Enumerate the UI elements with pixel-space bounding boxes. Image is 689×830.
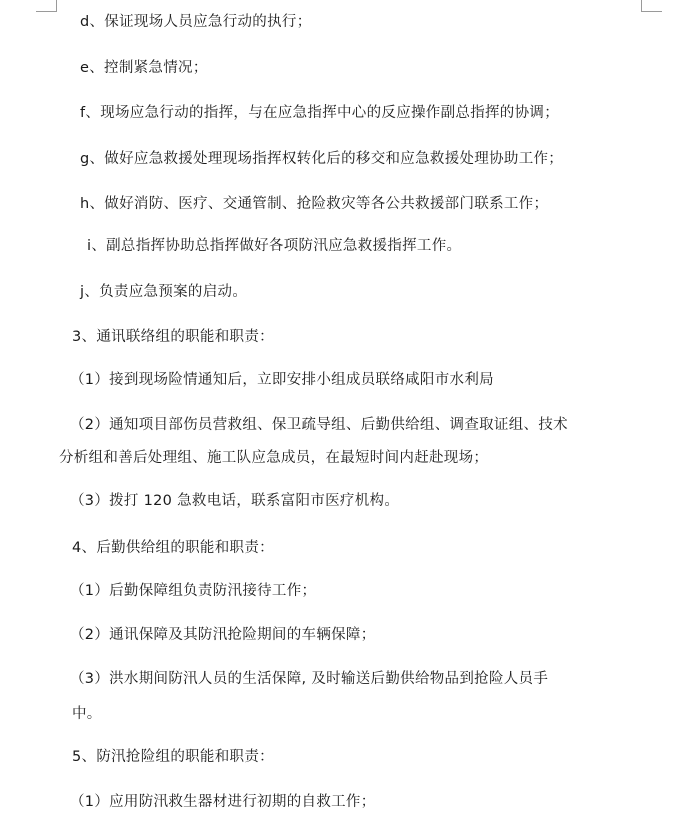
- paragraph-4-3-continued: 中。: [72, 706, 102, 722]
- paragraph-4-3: （3）洪水期间防汛人员的生活保障, 及时输送后勤供给物品到抢险人员手: [70, 671, 549, 687]
- paragraph-3-3: （3）拨打 120 急救电话，联系富阳市医疗机构。: [70, 493, 400, 509]
- paragraph-d: d、保证现场人员应急行动的执行；: [80, 14, 312, 30]
- paragraph-f: f、现场应急行动的指挥，与在应急指挥中心的反应操作副总指挥的协调；: [80, 105, 560, 121]
- paragraph-i: i、副总指挥协助总指挥做好各项防汛应急救援指挥工作。: [87, 238, 462, 254]
- paragraph-3-2-continued: 分析组和善后处理组、施工队应急成员，在最短时间内赶赴现场；: [59, 450, 489, 466]
- section-heading-3: 3、通讯联络组的职能和职责：: [72, 329, 274, 345]
- section-heading-5: 5、防汛抢险组的职能和职责：: [72, 749, 274, 765]
- paragraph-5-1: （1）应用防汛救生器材进行初期的自救工作；: [70, 794, 376, 810]
- paragraph-e: e、控制紧急情况；: [80, 60, 208, 76]
- paragraph-3-1: （1）接到现场险情通知后，立即安排小组成员联络咸阳市水利局: [70, 372, 494, 388]
- paragraph-4-2: （2）通讯保障及其防汛抢险期间的车辆保障；: [70, 627, 376, 643]
- paragraph-h: h、做好消防、医疗、交通管制、抢险救灾等各公共救援部门联系工作；: [80, 196, 549, 212]
- paragraph-j: j、负责应急预案的启动。: [80, 284, 248, 300]
- paragraph-4-1: （1）后勤保障组负责防汛接待工作；: [70, 583, 317, 599]
- section-heading-4: 4、后勤供给组的职能和职责：: [72, 540, 274, 556]
- paragraph-g: g、做好应急救援处理现场指挥权转化后的移交和应急救援处理协助工作；: [80, 151, 564, 167]
- crop-mark-top-left: [36, 0, 57, 12]
- crop-mark-top-right: [641, 0, 662, 12]
- paragraph-3-2: （2）通知项目部伤员营救组、保卫疏导组、后勤供给组、调查取证组、技术: [70, 417, 568, 433]
